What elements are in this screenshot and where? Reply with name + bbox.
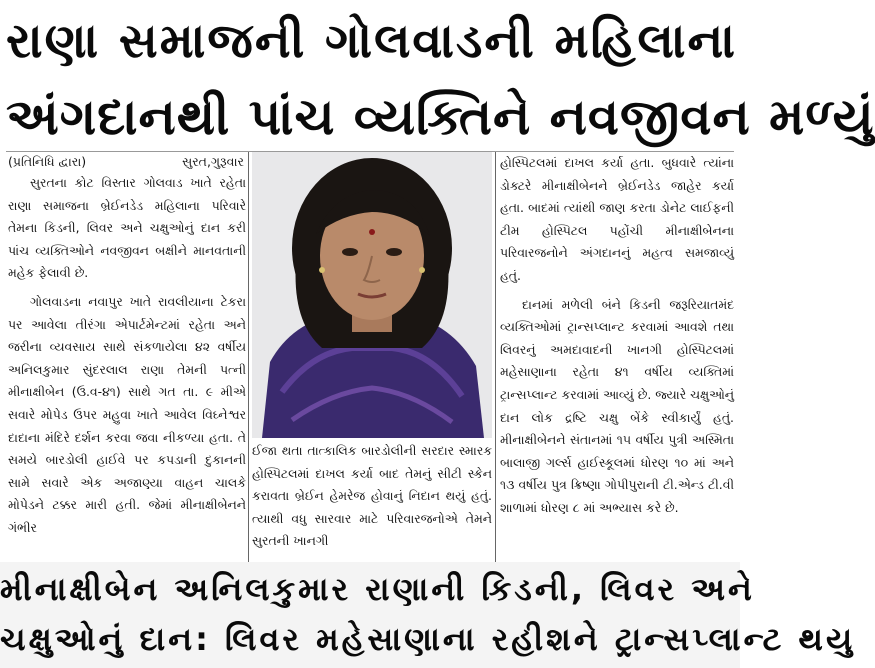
caption-line-1: મીનાક્ષીબેન અનિલકુમાર રાણાની કિડની, લિવર અને	[0, 570, 755, 608]
article-paragraph: ઈજા થતા તાત્કાલિક બારડોલીની સરદાર સ્મારક હોસ્પિટલમાં દાખલ કર્યા બાદ તેમનું સીટી સ્કેન કરાવતા બ્રેઈન હેમરેજ હોવાનું નિદાન થયું હતું. ત્યાથી વધુ સારવાર માટે પરિવારજનોએ તેમને સુરતની ખાનગી	[252, 443, 492, 549]
byline-source: (પ્રતિનિધિ દ્વારા)	[8, 154, 87, 169]
byline	[8, 152, 248, 172]
article-paragraph: હોસ્પિટલમાં દાખલ કર્યા હતા. બુધવારે ત્યાંના ડોક્ટરે મીનાક્ષીબેનને બ્રેઈનડેડ જાહેર કર્યા હતા. બાદમાં ત્યાંથી જાણ કરતા ડોનેટ લાઈફની ટીમ હોસ્પિટલ પહોંચી મીનાક્ષીબેનના પરિવારજનોને અંગદાનનું મહત્વ સમજાવ્યું હતું.	[500, 155, 734, 283]
column-divider	[495, 152, 496, 562]
headline-line-1: રાણા સમાજની ગોલવાડની મહિલાના	[6, 13, 738, 69]
article-column-left	[8, 172, 246, 560]
article-paragraph: સુરતના કોટ વિસ્તાર ગોલવાડ ખાતે રહેતા રાણા સમાજના બ્રેઈનડેડ મહિલાના પરિવારે તેમના કિડની, લિવર અને ચક્ષુઓનું દાન કરી પાંચ વ્યક્તિઓને નવજીવન બક્ષીને માનવતાની મહેક ફેલાવી છે.	[8, 175, 246, 281]
column-divider	[248, 152, 249, 562]
article-column-middle	[252, 440, 492, 564]
article-paragraph: દાનમાં મળેલી બંને કિડની જરૂરિયાતમંદ વ્યક્તિઓમાં ટ્રાન્સપ્લાન્ટ કરવામાં આવશે તથા લિવરનું અમદાવાદની ખાનગી હોસ્પિટલમાં મહેસાણાના રહેતા ૪૧ વર્ષીય વ્યક્તિમાં ટ્રાન્સપ્લાન્ટ કરવામાં આવ્યું છે. જ્યારે ચક્ષુઓનું દાન લોક દ્રષ્ટિ ચક્ષુ બેંકે સ્વીકાર્યું હતું. મીનાક્ષીબેનને સંતાનમાં ૧૫ વર્ષીય પુત્રી અસ્મિતા બાલાજી ગર્લ્સ હાઈસ્કૂલમાં ધોરણ ૧૦ માં અને ૧૩ વર્ષીય પુત્ર ક્રિષ્ણા ગોપીપુરાની ટી.એન્ડ ટી.વી શાળામાં ધોરણ ૮ માં અભ્યાસ કરે છે.	[500, 296, 734, 515]
byline-place-date: સુરત,ગુરૂવાર	[182, 154, 244, 169]
headline-line-2: અંગદાનથી પાંચ વ્યક્તિને નવજીવન મળ્યું	[6, 88, 875, 146]
caption-line-2: ચક્ષુઓનું દાન: લિવર મહેસાણાના રહીશને ટ્રાન્સપ્લાન્ટ થયુ	[0, 620, 856, 658]
portrait-photo	[252, 152, 492, 438]
article-paragraph: ગોલવાડના નવાપુર ખાતે રાવલીયાના ટેકરા પર આવેલા તીરંગા એપાર્ટમેન્ટમાં રહેતા અને જરીના વ્યવસાય સાથે સંકળાયેલા ૪૨ વર્ષીય અનિલકુમાર સુંદરલાલ રાણા તેમની પત્ની મીનાક્ષીબેન (ઉ.વ-૪૧) સાથે ગત તા. ૯ મીએ સવારે મોપેડ ઉપર મહુવા ખાતે આવેલ વિઘ્નેશ્વર દાદાના મંદિરે દર્શન કરવા જવા નીકળ્યા હતા. તે સમયે બારડોલી હાઈવે પર કપડાની દુકાનની સામે સવારે એક અજાણ્યા વાહન ચાલકે મોપેડને ટક્કર મારી હતી. જેમાં મીનાક્ષીબેનને ગંભીર	[8, 293, 246, 535]
article-column-right	[500, 152, 734, 564]
